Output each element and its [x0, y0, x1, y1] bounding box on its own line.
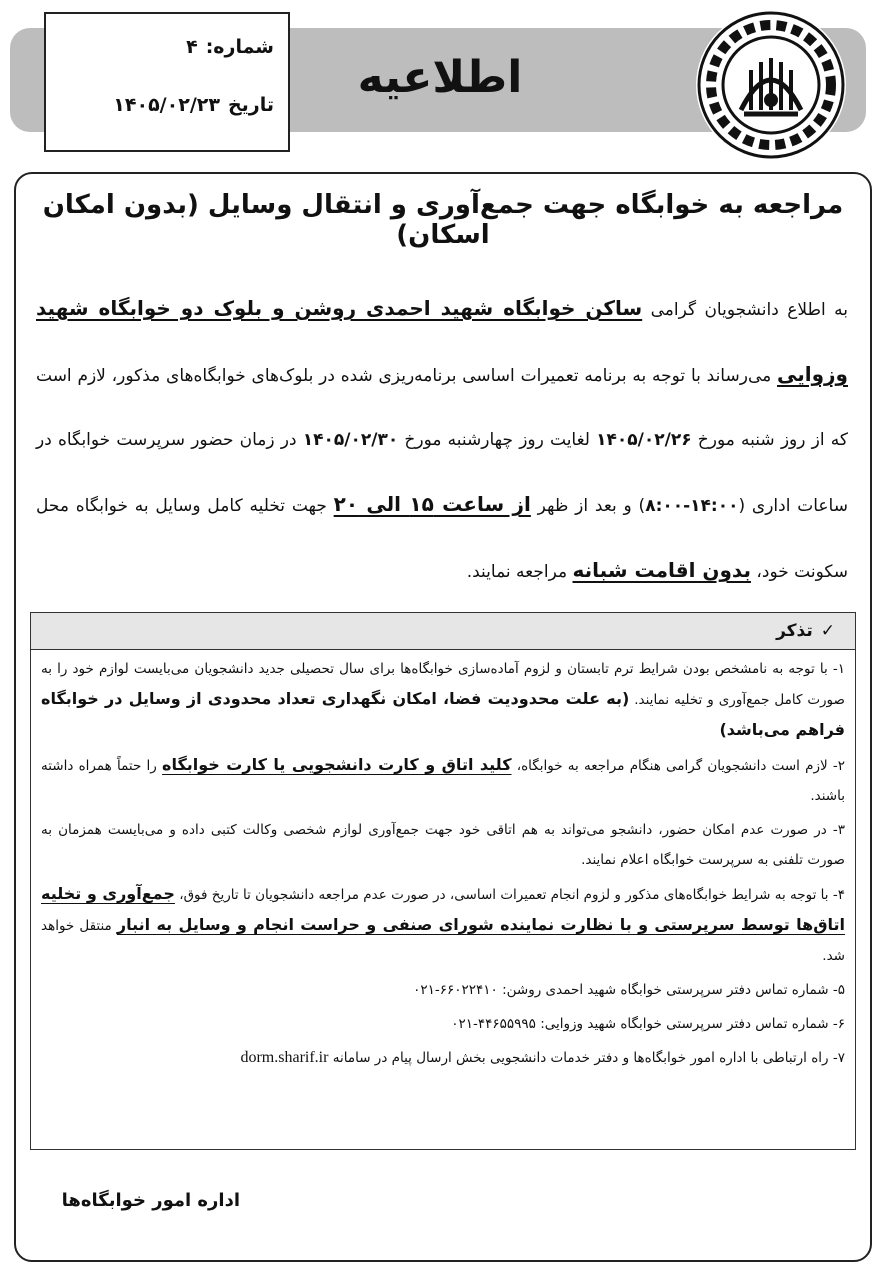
reminder-box: [30, 612, 856, 1150]
date-to: ۱۴۰۵/۰۲/۳۰: [302, 430, 399, 450]
item-3-text: ۳- در صورت عدم امکان حضور، دانشجو می‌تواند به هم اتاقی خود جهت جمع‌آوری لوازم شخصی وکالت کتبی داده و می‌بایست همزمان به صورت تلفنی به سرپرست خوابگاه اعلام نمایند.: [41, 822, 845, 868]
reminder-item-1: [41, 654, 845, 746]
reminder-header: [31, 613, 855, 650]
body-text-1: به اطلاع دانشجویان گرامی: [642, 300, 848, 320]
no-overnight-stay: بدون اقامت شبانه: [572, 558, 751, 582]
sharif-logo-icon: [696, 10, 846, 160]
reminder-body: [31, 650, 855, 1073]
date-value: ۱۴۰۵/۰۲/۲۳: [113, 94, 220, 116]
reminder-item-5: [41, 975, 845, 1005]
item-5-phone: ۰۲۱-۶۶۰۲۲۴۱۰: [413, 982, 498, 998]
reminder-item-4: [41, 879, 845, 971]
item-4-text-a: ۴- با توجه به شرایط خوابگاه‌های مذکور و لزوم انجام تعمیرات اساسی، در صورت عدم مراجعه دانشجویان تا تاریخ فوق،: [174, 887, 845, 903]
body-text-5: ) و بعد از ظهر: [530, 496, 646, 516]
body-paragraph: [36, 276, 848, 604]
body-text-4: در زمان حضور سرپرست خوابگاه در ساعات اداری (: [36, 430, 848, 516]
main-title: مراجعه به خوابگاه جهت جمع‌آوری و انتقال وسایل (بدون امکان اسکان): [42, 190, 844, 250]
date-from: ۱۴۰۵/۰۲/۲۶: [596, 430, 692, 450]
item-6-phone: ۰۲۱-۴۴۶۵۵۹۹۵: [451, 1016, 536, 1032]
item-2-text-a: ۲- لازم است دانشجویان گرامی هنگام مراجعه به خوابگاه،: [511, 758, 846, 774]
afternoon-time: از ساعت ۱۵ الی ۲۰: [333, 492, 531, 516]
university-logo: [696, 10, 846, 160]
body-text-6: جهت تخلیه کامل وسایل به خوابگاه محل سکونت خود،: [36, 496, 848, 582]
body-text-2: می‌رساند با توجه به برنامه تعمیرات اساسی برنامه‌ریزی شده در بلوک‌های خوابگاه‌های مذکور، لازم است که از روز شنبه مورخ: [36, 366, 848, 450]
item-1-text: ۱- با توجه به نامشخص بودن شرایط ترم تابستان و لزوم آماده‌سازی خوابگاه‌ها برای سال تحصیلی جدید دانشجویان می‌بایست لوازم خود را به صورت کامل جمع‌آوری و تخلیه نمایند.: [41, 661, 845, 708]
reminder-item-3: [41, 815, 845, 875]
dorm-website-link[interactable]: dorm.sharif.ir: [240, 1049, 329, 1066]
item-2-bold: کلید اتاق و کارت دانشجویی یا کارت خوابگاه: [162, 755, 512, 774]
reminder-item-6: [41, 1009, 845, 1039]
item-1-bold: (به علت محدودیت فضا، امکان نگهداری تعداد محدودی از وسایل در خوابگاه فراهم می‌باشد): [41, 689, 845, 739]
number-label: شماره:: [205, 36, 274, 58]
reminder-item-2: [41, 750, 845, 811]
notice-title: اطلاعیه: [357, 52, 523, 103]
office-hours: ۸:۰۰-۱۴:۰۰: [645, 496, 739, 516]
item-4-bold: جمع‌آوری و تخلیه اتاق‌ها توسط سرپرستی و با نظارت نماینده شورای صنفی و حراست انجام و وسایل به انبار: [41, 884, 846, 934]
item-5-text: ۵- شماره تماس دفتر سرپرستی خوابگاه شهید احمدی روشن:: [497, 982, 845, 998]
signature: اداره امور خوابگاه‌ها: [61, 1190, 240, 1211]
notice-meta-box: [44, 12, 290, 152]
date-label: تاریخ: [227, 94, 274, 116]
reminder-title: تذکر: [776, 621, 813, 641]
reminder-item-7: [41, 1043, 845, 1073]
body-text-3: لغایت روز چهارشنبه مورخ: [398, 430, 597, 450]
residents-bold: ساکن خوابگاه شهید احمدی روشن و بلوک دو خوابگاه شهید وزوایی: [36, 296, 848, 386]
item-7-text: ۷- راه ارتباطی با اداره امور خوابگاه‌ها و دفتر خدمات دانشجویی بخش ارسال پیام در سامانه: [328, 1050, 845, 1066]
notice-date: [56, 94, 274, 152]
item-4-text-b: منتقل خواهد شد.: [41, 918, 845, 964]
body-text-7: مراجعه نمایند.: [466, 562, 573, 582]
checkmark-icon: ✓: [820, 621, 835, 641]
notice-number: [56, 36, 274, 94]
item-2-text-b: را حتماً همراه داشته باشند.: [41, 758, 845, 804]
number-value: ۴: [186, 36, 198, 58]
item-6-text: ۶- شماره تماس دفتر سرپرستی خوابگاه شهید وزوایی:: [535, 1016, 845, 1032]
